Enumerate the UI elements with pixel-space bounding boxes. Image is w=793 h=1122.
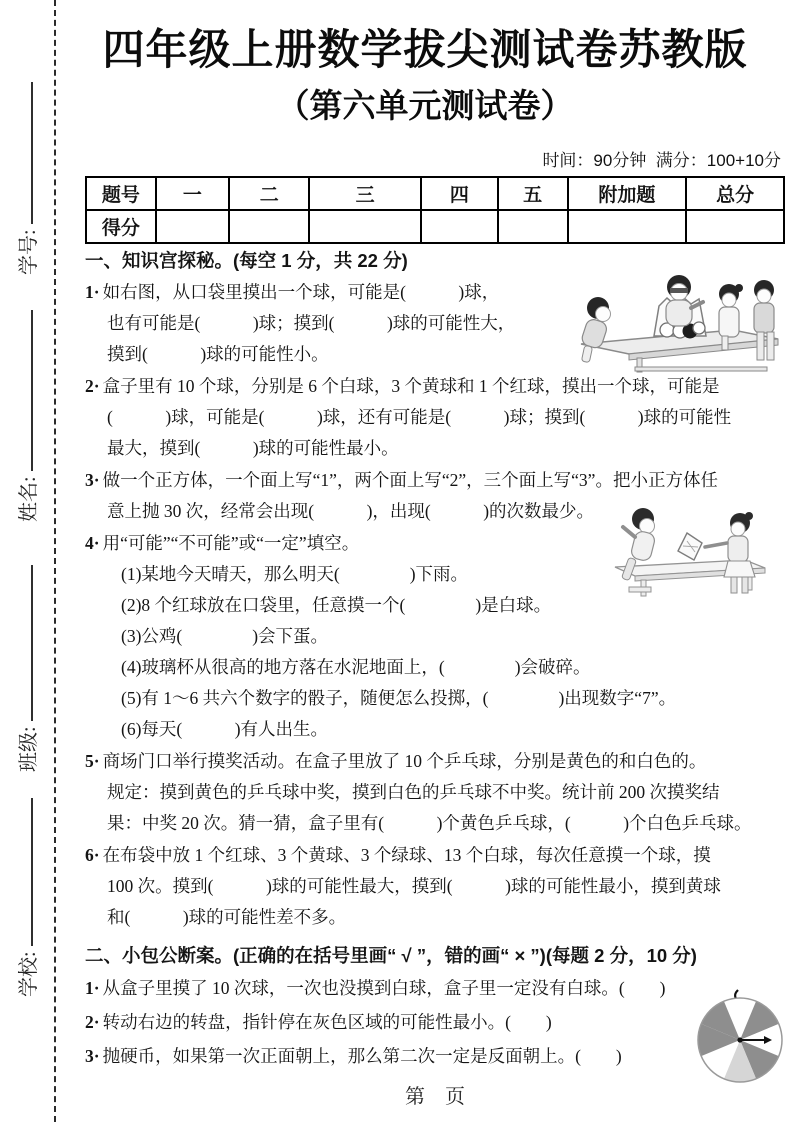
kids-tossing-cube-illustration xyxy=(599,503,789,615)
class-label: 班级: xyxy=(18,726,40,772)
question-number: 3· xyxy=(85,1046,100,1067)
question-line: ( )球，可能是( )球，还有可能是( )球；摸到( )球的可能性 xyxy=(107,407,732,428)
judgment-question-3 xyxy=(85,1039,785,1073)
student-id-label: 学号: xyxy=(18,229,40,275)
score-row-label: 得分 xyxy=(86,210,156,243)
spinner-hub xyxy=(737,1037,742,1042)
question-line: 果：中奖 20 次。猜一猜，盒子里有( )个黄色乒乓球，( )个白色乒乓球。 xyxy=(107,813,752,834)
sidebar-field-class xyxy=(16,565,42,772)
question-line: 规定：摸到黄色的乒乓球中奖，摸到白色的乒乓球不中奖。统计前 200 次摸奖结 xyxy=(107,782,720,803)
question-text: 做一个正方体，一个面上写“1”，两个面上写“2”，三个面上写“3”。把小正方体任 xyxy=(102,470,718,491)
question-number: 3· xyxy=(85,470,100,491)
score-cell xyxy=(421,210,498,243)
question-line xyxy=(85,746,785,777)
sidebar-field-name xyxy=(16,310,42,522)
question-2 xyxy=(85,371,785,464)
margin-dashed-line xyxy=(54,0,56,1122)
page-number-footer: 第 页 xyxy=(405,1086,465,1108)
section-1-heading: 一、知识宫探秘。(每空 1 分，共 22 分) xyxy=(85,250,408,272)
score-cell xyxy=(156,210,229,243)
question-line xyxy=(85,840,785,871)
question-text: 转动右边的转盘，指针停在灰色区域的可能性最小。( ) xyxy=(102,1012,552,1033)
header-question-number: 题号 xyxy=(86,177,156,210)
question-text: 在布袋中放 1 个红球、3 个黄球、3 个绿球、13 个白球，每次任意摸一个球，摸 xyxy=(102,845,711,866)
probability-spinner xyxy=(694,988,786,1088)
score-cell xyxy=(229,210,309,243)
question-text: 盒子里有 10 个球，分别是 6 个白球，3 个黄球和 1 个红球，摸出一个球，可能是 xyxy=(102,376,720,397)
question-text: 从盒子里摸了 10 次球，一次也没摸到白球，盒子里一定没有白球。( ) xyxy=(102,978,666,999)
score-cell xyxy=(309,210,421,243)
header-bonus: 附加题 xyxy=(568,177,687,210)
question-6 xyxy=(85,840,785,933)
score-cell xyxy=(568,210,687,243)
header-part-1: 一 xyxy=(156,177,229,210)
judgment-question-2 xyxy=(85,1005,785,1039)
question-line: 意上抛 30 次，经常会出现( )，出现( )的次数最少。 xyxy=(107,501,595,522)
score-table-header-row xyxy=(86,177,784,210)
class-blank-line xyxy=(31,565,33,721)
judgment-question-1 xyxy=(85,971,785,1005)
kids-drawing-balls-illustration xyxy=(571,274,789,376)
question-5 xyxy=(85,746,785,839)
question-line: (3)公鸡( )会下蛋。 xyxy=(121,626,329,647)
question-line: 最大，摸到( )球的可能性最小。 xyxy=(107,438,399,459)
question-number: 1· xyxy=(85,978,100,999)
header-part-4: 四 xyxy=(421,177,498,210)
question-text: 抛硬币，如果第一次正面朝上，那么第二次一定是反面朝上。( ) xyxy=(102,1046,622,1067)
page-subtitle: （第六单元测试卷） xyxy=(276,87,574,125)
question-line: (4)玻璃杯从很高的地方落在水泥地面上，( )会破碎。 xyxy=(121,657,591,678)
question-line: (6)每天( )有人出生。 xyxy=(121,719,329,740)
section-2 xyxy=(85,941,785,1073)
question-line: (2)8 个红球放在口袋里，任意摸一个( )是白球。 xyxy=(121,595,552,616)
header-part-5: 五 xyxy=(498,177,568,210)
header-total: 总分 xyxy=(686,177,784,210)
score-cell xyxy=(498,210,568,243)
question-line: (1)某地今天晴天，那么明天( )下雨。 xyxy=(121,564,469,585)
question-line: 摸到( )球的可能性小。 xyxy=(107,344,329,365)
question-line: 100 次。摸到( )球的可能性最大，摸到( )球的可能性最小，摸到黄球 xyxy=(107,876,721,897)
student-id-blank-line xyxy=(31,82,33,224)
score-table xyxy=(85,176,785,244)
header-part-3: 三 xyxy=(309,177,421,210)
header-part-2: 二 xyxy=(229,177,309,210)
section-2-heading: 二、小包公断案。(正确的在括号里画“ √ ”，错的画“ × ”)(每题 2 分，10 分) xyxy=(85,945,697,967)
question-line: 和( )球的可能性差不多。 xyxy=(107,907,347,928)
sidebar-field-student-id xyxy=(16,82,42,275)
question-text: 用“可能”“不可能”或“一定”填空。 xyxy=(102,533,360,554)
question-line: 也有可能是( )球；摸到( )球的可能性大， xyxy=(107,313,516,334)
question-number: 6· xyxy=(85,845,100,866)
question-number: 2· xyxy=(85,376,100,397)
time-score-meta: 时间：90分钟 满分：100+10分 xyxy=(542,151,781,171)
question-number: 1· xyxy=(85,282,100,303)
question-line: (5)有 1～6 共六个数字的骰子，随便怎么投掷，( )出现数字“7”。 xyxy=(121,688,677,709)
name-blank-line xyxy=(31,310,33,471)
question-text: 商场门口举行摸奖活动。在盒子里放了 10 个乒乓球，分别是黄色的和白色的。 xyxy=(102,751,707,772)
school-blank-line xyxy=(31,798,33,946)
school-label: 学校: xyxy=(18,951,40,997)
page-title: 四年级上册数学拔尖测试卷苏教版 xyxy=(102,26,748,73)
question-number: 2· xyxy=(85,1012,100,1033)
score-cell xyxy=(686,210,784,243)
question-line xyxy=(85,465,785,496)
question-text: 如右图，从口袋里摸出一个球，可能是( )球， xyxy=(102,282,500,303)
sidebar-field-school xyxy=(16,798,42,997)
question-number: 5· xyxy=(85,751,100,772)
name-label: 姓名: xyxy=(18,476,40,522)
score-table-score-row xyxy=(86,210,784,243)
question-number: 4· xyxy=(85,533,100,554)
